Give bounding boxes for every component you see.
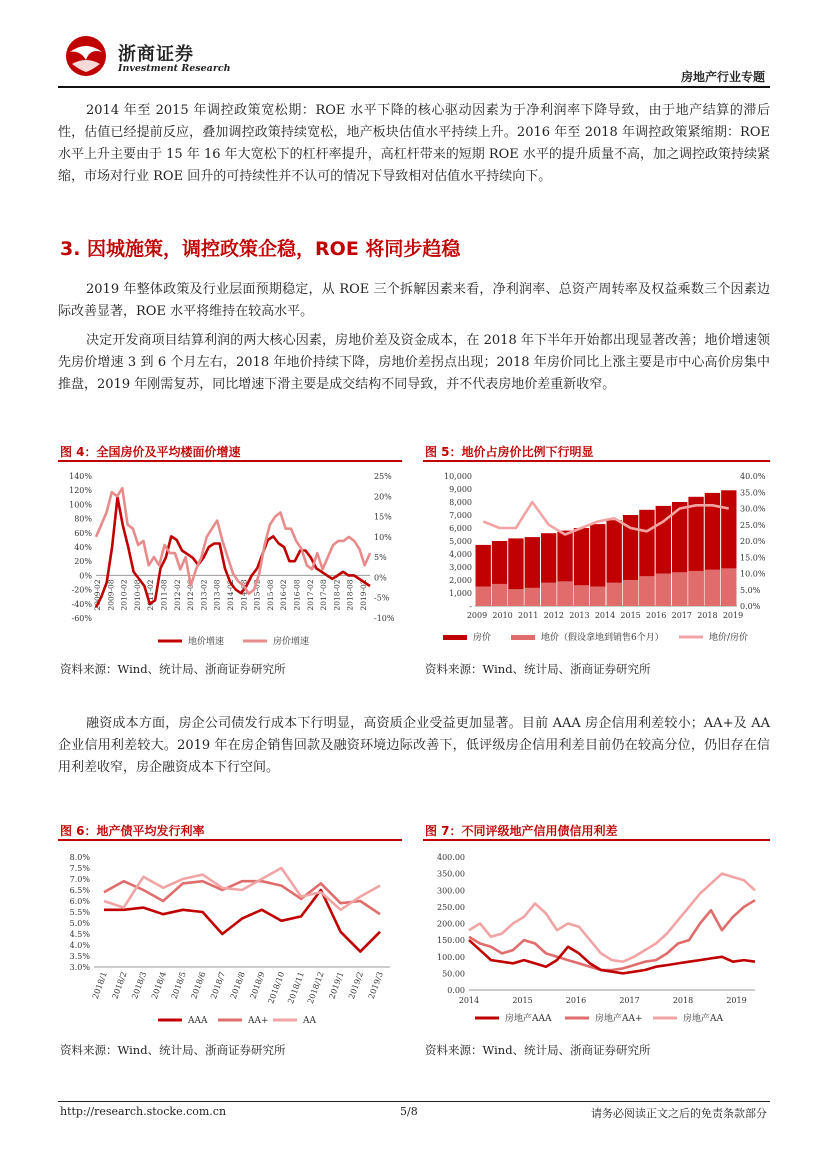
y-right-tick-label: 15% (374, 512, 392, 522)
x-tick-label: 2018/5 (169, 970, 188, 1001)
figure-7-source: 资料来源：Wind、统计局、浙商证券研究所 (425, 1043, 651, 1057)
y-tick-label: 5.5% (69, 908, 90, 917)
y-left-tick-label: 100% (69, 500, 92, 510)
brand-tagline: Investment Research (118, 63, 231, 74)
x-tick-label: 2018/7 (209, 970, 228, 1001)
section-paragraph-2: 决定开发商项目结算利润的两大核心因素，房地价差及资金成本，在 2018 年下半年开始都出现显著改善；地价增速领先房价增速 3 到 6 个月左右，2018 年地价持续下降，房地价差拐点出现；2018 年房价同比上涨主要是市中心高价房集中推盘，2019 年刚需复苏，同比增速下滑主要是成交结构不同导致，并不代表房地价差重新收窄。 (58, 333, 770, 392)
x-tick-label: 2015-02 (252, 579, 262, 611)
figure-7-title: 图 7：不同评级地产信用债信用利差 (425, 824, 618, 838)
y-left-tick-label: 0% (79, 571, 92, 581)
legend-item-label: AA (303, 1016, 316, 1026)
x-tick-label: 2017 (619, 996, 640, 1005)
bar-land-price (574, 585, 589, 606)
x-tick-label: 2010-02 (119, 579, 129, 611)
y-tick-label: 5.0% (69, 919, 90, 928)
figure-5-chart (423, 464, 770, 654)
y-left-tick-label: 8,000 (449, 498, 472, 507)
bar-land-price (672, 572, 687, 606)
x-tick-label: 2009-02 (93, 579, 102, 611)
x-tick-label: 2018/4 (149, 970, 169, 1001)
y-left-tick-label: 9,000 (449, 485, 472, 494)
figure-7-chart (423, 843, 770, 1033)
legend-item-swatch (511, 635, 535, 640)
x-tick-label: 2014-02 (226, 579, 235, 611)
y-tick-label: 7.5% (69, 864, 90, 873)
y-right-tick-label: 20.0% (740, 537, 766, 546)
x-tick-label: 2012-02 (172, 579, 182, 611)
legend-item-label: 房价增速 (273, 637, 310, 647)
section-heading: 3. 因城施策，调控政策企稳，ROE 将同步趋稳 (60, 238, 461, 260)
y-left-tick-label: 120% (69, 486, 92, 496)
x-tick-label: 2018/11 (286, 970, 307, 1005)
x-tick-label: 2017-02 (305, 579, 315, 611)
y-left-tick-label: -60% (71, 614, 92, 623)
figure-5-source: 资料来源：Wind、统计局、浙商证券研究所 (425, 662, 651, 676)
bar-land-price (557, 581, 572, 606)
y-right-tick-label: 10% (374, 532, 392, 542)
legend-item-label: AAA (188, 1016, 208, 1026)
y-left-tick-label: -40% (71, 599, 92, 609)
bar-land-price (590, 587, 605, 607)
footer-url-link[interactable]: http://research.stocke.com.cn (60, 1105, 227, 1118)
y-tick-label: 4.0% (69, 941, 90, 950)
x-tick-label: 2018/8 (228, 970, 247, 1001)
series-line-AAA (104, 890, 380, 952)
y-right-tick-label: 5.0% (740, 585, 761, 595)
bar-land-price (508, 589, 523, 606)
figure-6-rule (58, 839, 402, 841)
y-right-tick-label: 35.0% (740, 488, 766, 498)
bar-land-price (607, 583, 622, 606)
y-right-tick-label: -5% (374, 593, 390, 603)
y-tick-label: 7.0% (69, 875, 90, 884)
x-tick-label: 2019/3 (366, 970, 385, 1001)
x-tick-label: 2016 (565, 996, 587, 1005)
legend-item-label: 地价增速 (188, 637, 225, 647)
figure-5-title: 图 5：地价占房价比例下行明显 (425, 445, 594, 459)
x-tick-label: 2010-08 (132, 579, 142, 611)
legend-item-label: 房地产AA+ (595, 1014, 643, 1024)
y-tick-label: 3.0% (69, 963, 90, 972)
legend-item-label: 房价 (473, 633, 492, 643)
bar-land-price (623, 580, 638, 606)
y-right-tick-label: 5% (374, 553, 387, 563)
figure-6-source: 资料来源：Wind、统计局、浙商证券研究所 (60, 1043, 286, 1057)
y-tick-label: 200.00 (437, 919, 465, 929)
bar-land-price (721, 568, 736, 606)
x-tick-label: 2015-08 (265, 579, 275, 611)
x-tick-label: 2018/3 (130, 970, 149, 1001)
y-right-tick-label: 0.0% (740, 602, 761, 611)
x-tick-label: 2014-08 (239, 579, 249, 611)
x-tick-label: 2019 (726, 996, 747, 1005)
x-tick-label: 2018/2 (110, 970, 129, 1001)
x-tick-label: 2018/9 (248, 970, 267, 1001)
figure-7-rule (423, 839, 770, 841)
figure-5-rule (423, 460, 770, 462)
x-tick-label: 2014 (594, 611, 616, 620)
x-tick-label: 2012 (543, 611, 564, 620)
brand-name: 浙商证券 (118, 44, 194, 65)
y-right-tick-label: -10% (374, 614, 395, 623)
legend-item-label: 房地产AA (683, 1014, 723, 1024)
y-right-tick-label: 40.0% (740, 472, 766, 481)
x-tick-label: 2018 (697, 611, 718, 620)
figure-4-source: 资料来源：Wind、统计局、浙商证券研究所 (60, 662, 286, 676)
bar-land-price (656, 574, 671, 607)
figure-6-chart (58, 843, 402, 1033)
y-tick-label: 6.5% (69, 886, 90, 895)
bar-land-price (705, 570, 720, 606)
x-tick-label: 2009 (466, 611, 488, 620)
x-tick-label: 2017-08 (319, 579, 329, 611)
figure-6-title: 图 6：地产债平均发行利率 (60, 824, 205, 838)
footer-disclaimer: 请务必阅读正文之后的免责条款部分 (591, 1107, 767, 1120)
y-tick-label: 300.00 (437, 886, 465, 896)
x-tick-label: 2018 (672, 996, 694, 1005)
y-right-tick-label: 25% (374, 472, 392, 481)
y-left-tick-label: 1,000 (449, 589, 472, 598)
y-tick-label: 6.0% (69, 897, 90, 906)
x-tick-label: 2018-08 (345, 579, 355, 611)
bar-land-price (688, 571, 703, 606)
x-tick-label: 2011-08 (159, 579, 169, 611)
y-tick-label: 3.5% (69, 952, 90, 961)
x-tick-label: 2010 (492, 611, 513, 620)
y-tick-label: 100.00 (437, 952, 465, 962)
y-tick-label: 50.00 (442, 969, 465, 979)
x-tick-label: 2016-02 (279, 579, 289, 611)
y-left-tick-label: 20% (74, 557, 92, 567)
y-right-tick-label: 15.0% (740, 553, 766, 563)
y-tick-label: 250.00 (437, 902, 465, 912)
y-right-tick-label: 25.0% (740, 520, 766, 530)
y-tick-label: 8.0% (69, 853, 90, 862)
legend-item-swatch (443, 635, 467, 640)
x-tick-label: 2018/6 (189, 970, 208, 1001)
section-paragraph-1: 2019 年整体政策及行业层面预期稳定，从 ROE 三个拆解因素来看，净利润率、总资产周转率及权益乘数三个因素边际改善显著，ROE 水平将维持在较高水平。 (58, 282, 770, 319)
figure-4-title: 图 4：全国房价及平均楼面价增速 (60, 445, 241, 459)
y-tick-label: 350.00 (437, 869, 465, 879)
x-tick-label: 2016 (646, 611, 667, 620)
bar-land-price (541, 583, 556, 606)
y-left-tick-label: 3,000 (449, 563, 472, 572)
y-left-tick-label: 80% (74, 514, 92, 524)
bar-land-price (639, 576, 654, 606)
y-right-tick-label: 20% (374, 492, 392, 502)
x-tick-label: 2019/1 (327, 970, 346, 1001)
x-tick-label: 2018/10 (266, 970, 287, 1005)
x-tick-label: 2013-08 (212, 579, 222, 611)
header-divider (58, 86, 770, 88)
bar-land-price (476, 587, 491, 607)
x-tick-label: 2015 (620, 611, 641, 620)
legend-item-label: 地价/房价 (709, 633, 749, 643)
y-tick-label: 400.00 (437, 853, 465, 862)
footer-divider (58, 1101, 770, 1102)
y-left-tick-label: 7,000 (449, 511, 472, 520)
y-left-tick-label: 5,000 (449, 537, 472, 546)
y-right-tick-label: 10.0% (740, 569, 766, 579)
section-paragraph-3: 融资成本方面，房企公司债发行成本下行明显，高资质企业受益更加显著。目前 AAA 房企信用利差较小；AA+及 AA 企业信用利差较大。2019 年在房企销售回款及融资环境边际改善下，低评级房企信用利差目前仍在较高分位，仍旧存在信用利差收窄，房企融资成本下行空间。 (58, 716, 770, 775)
x-tick-label: 2019-02 (359, 579, 368, 611)
series-line-房地产AAA (469, 940, 755, 973)
series-line-AA (104, 868, 380, 910)
legend-item-label: AA+ (248, 1016, 269, 1026)
brand-logo (62, 34, 110, 78)
y-left-tick-label: 140% (69, 472, 92, 481)
x-tick-label: 2017 (671, 611, 692, 620)
bar-land-price (492, 584, 507, 606)
y-left-tick-label: - (469, 602, 472, 611)
x-tick-label: 2013 (569, 611, 590, 620)
y-right-tick-label: 0% (374, 573, 387, 583)
y-left-tick-label: 40% (74, 543, 92, 552)
series-line-房地产AA (469, 874, 755, 962)
bar-land-price (525, 588, 540, 606)
report-section-label: 房地产行业专题 (680, 70, 765, 84)
x-tick-label: 2014 (458, 996, 480, 1005)
x-tick-label: 2012-08 (186, 579, 196, 611)
y-left-tick-label: 6,000 (449, 524, 472, 533)
y-left-tick-label: 10,000 (444, 472, 472, 481)
y-right-tick-label: 30.0% (740, 504, 766, 514)
legend-item-label: 地价（假设拿地到销售6个月） (541, 633, 664, 643)
x-tick-label: 2016-08 (292, 579, 302, 611)
y-left-tick-label: 2,000 (449, 576, 472, 585)
y-tick-label: 150.00 (437, 936, 465, 946)
y-tick-label: 4.5% (69, 930, 90, 939)
figure-4-chart (58, 464, 402, 654)
x-tick-label: 2018/12 (305, 970, 326, 1005)
intro-paragraph: 2014 年至 2015 年调控政策宽松期：ROE 水平下降的核心驱动因素为于净利润率下降导致，由于地产结算的滞后性，估值已经提前反应，叠加调控政策持续宽松，地产板块估值水平持续上升。2016 年至 2018 年调控政策紧缩期：ROE 水平上升主要由于 15 年 16 年大宽松下的杠杆率提升，高杠杆带来的短期 ROE 水平的提升质量不高，加之调控政策持续紧缩，市场对行业 ROE 回升的可持续性并不认可的情况下导致相对估值水平持续向下。 (58, 103, 770, 184)
y-left-tick-label: 60% (74, 528, 92, 538)
x-tick-label: 2018-02 (332, 579, 342, 611)
x-tick-label: 2015 (512, 996, 533, 1005)
x-tick-label: 2011 (518, 611, 539, 620)
figure-4-rule (58, 460, 402, 462)
page-number: 5/8 (400, 1105, 418, 1118)
y-left-tick-label: 4,000 (449, 550, 472, 559)
y-left-tick-label: -20% (71, 585, 92, 595)
y-tick-label: 0.00 (447, 986, 465, 995)
x-tick-label: 2019/2 (347, 970, 366, 1001)
x-tick-label: 2011-02 (146, 579, 156, 611)
x-tick-label: 2018/1 (90, 970, 109, 1001)
x-tick-label: 2013-02 (199, 579, 209, 611)
x-tick-label: 2019 (722, 611, 744, 620)
x-tick-label: 2009-08 (106, 579, 116, 611)
legend-item-label: 房地产AAA (505, 1014, 552, 1024)
